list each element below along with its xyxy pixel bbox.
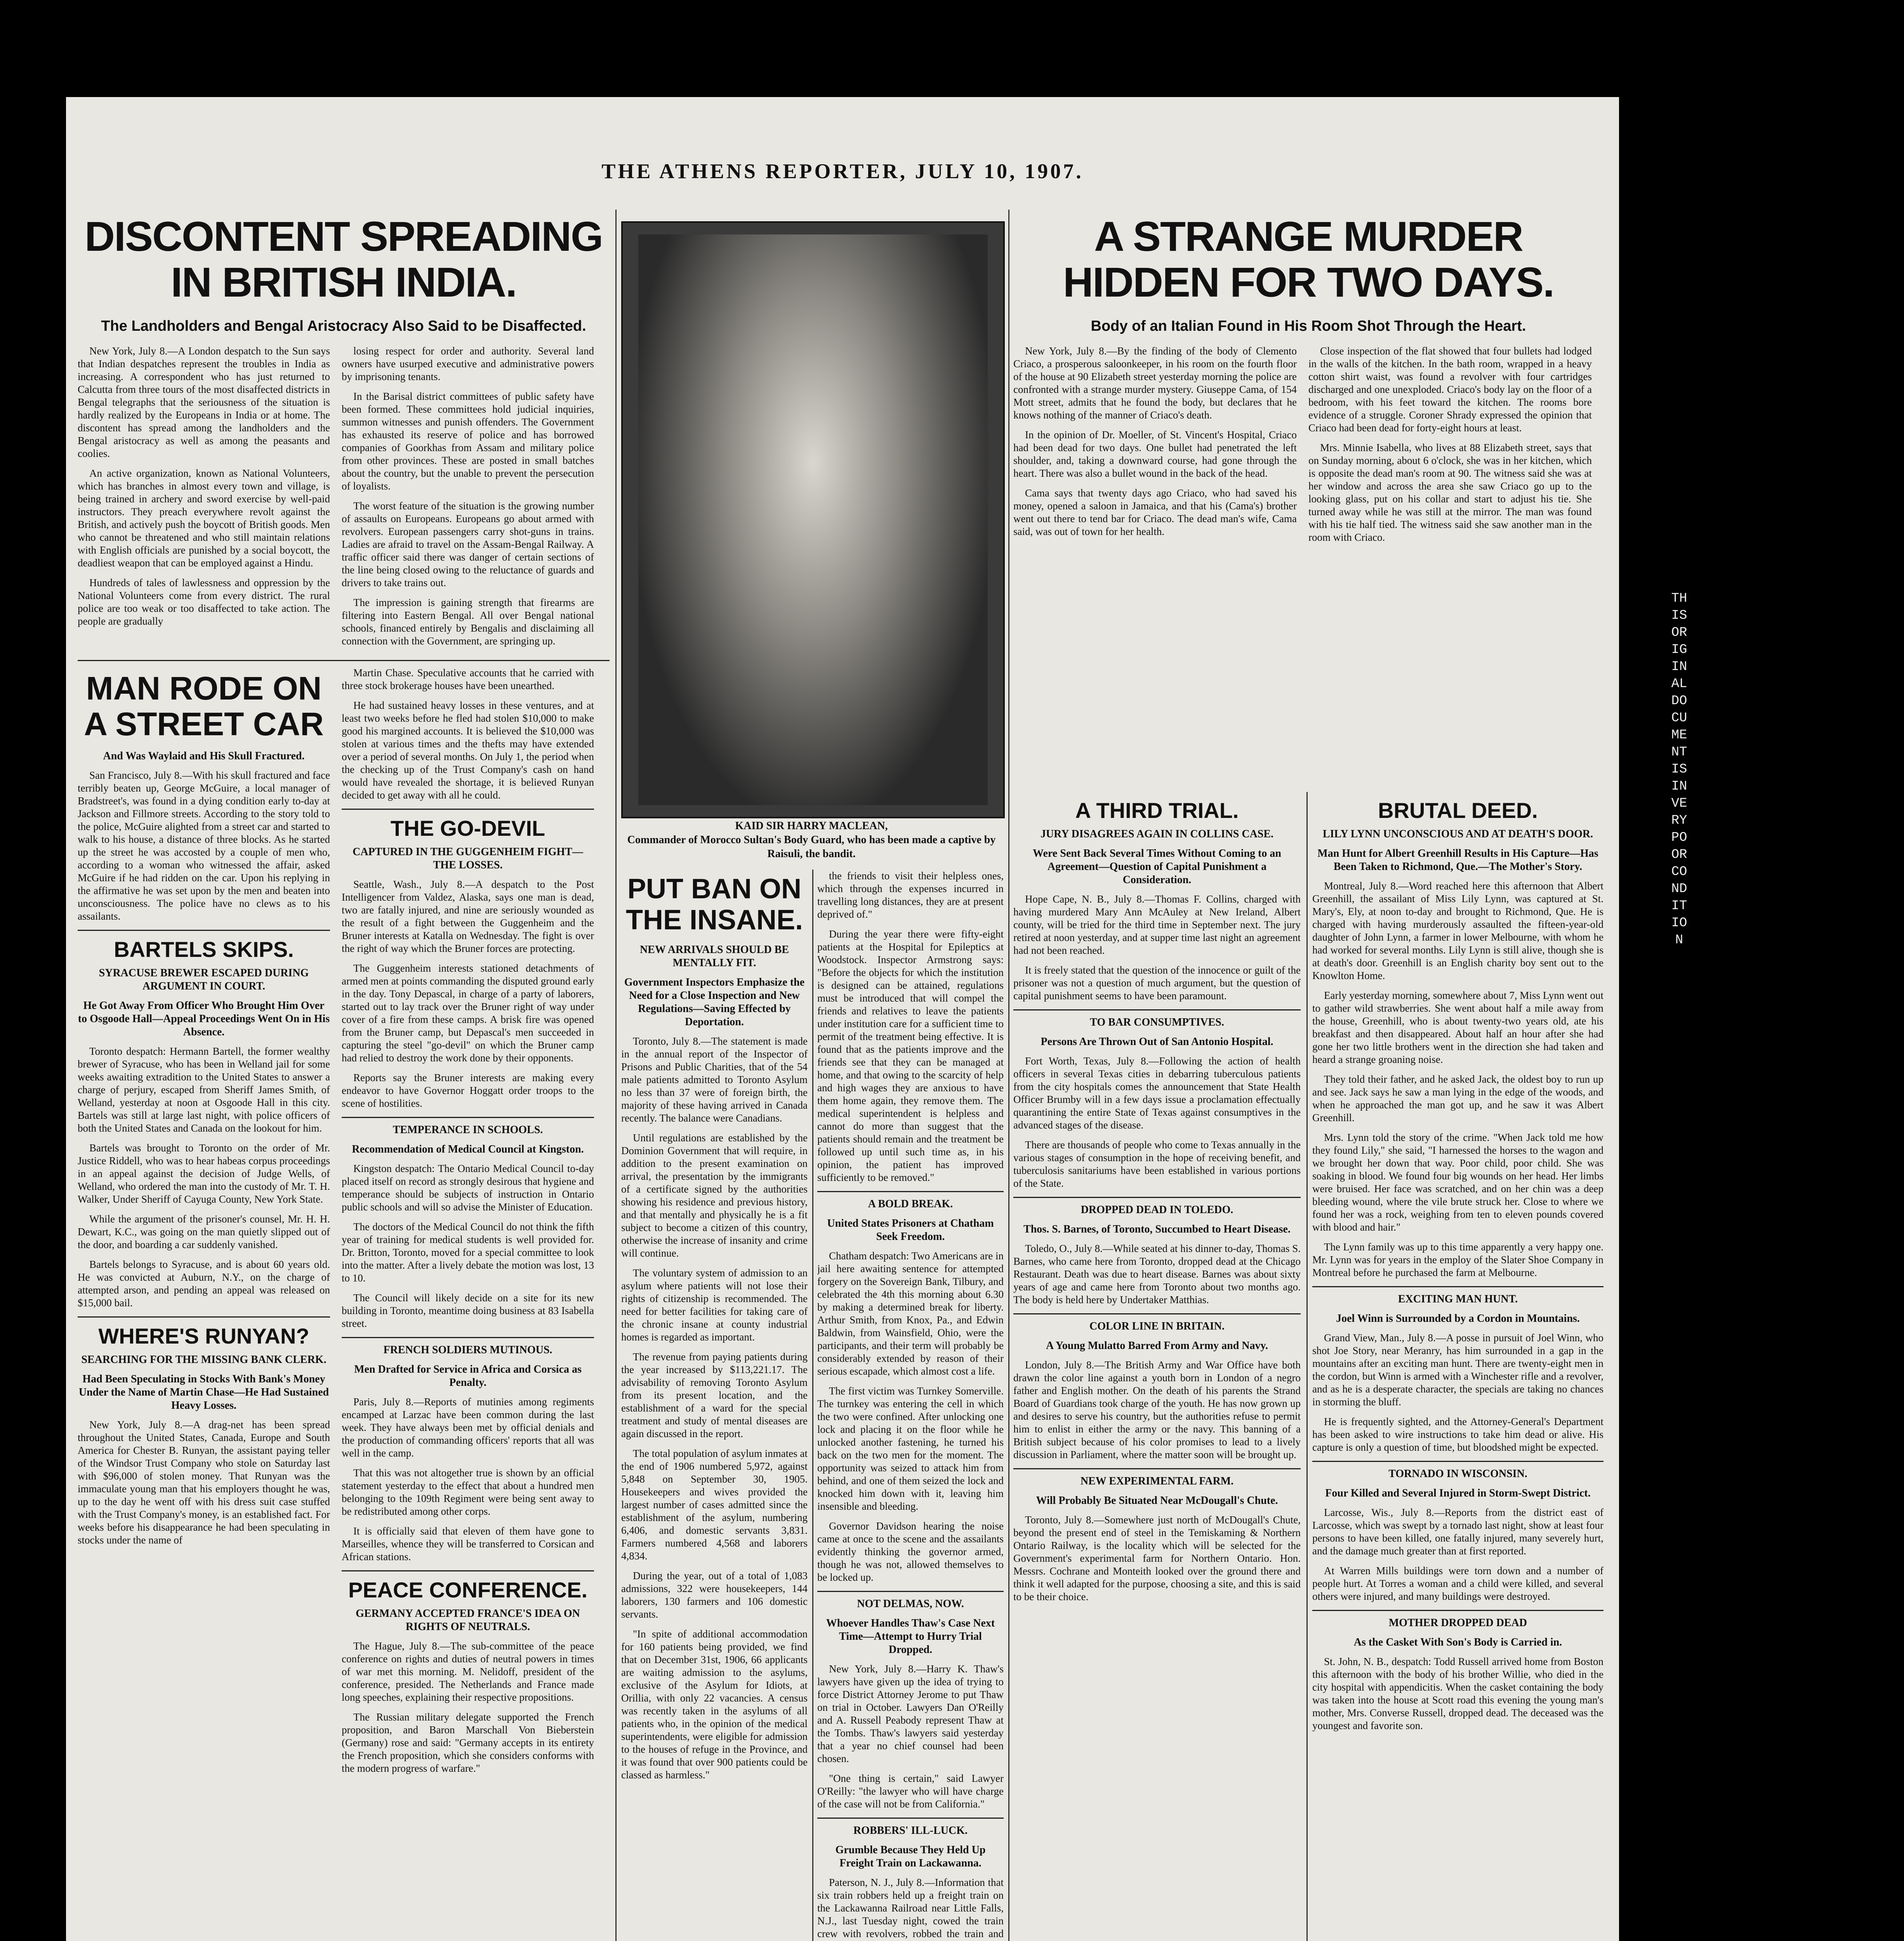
headline-india: DISCONTENT SPREADING IN BRITISH INDIA. [84,213,603,306]
divider [1312,1610,1603,1611]
divider [78,1316,330,1318]
headline-peace: PEACE CONFERENCE. [348,1578,588,1602]
paragraph: Larcosse, Wis., July 8.—Reports from the district east of Larcosse, which was swept by a tornado last night, show at least four persons to have been killed, one fatally injured, many severely hurt, and the damage much greater than at first reported. [1312,1507,1603,1557]
paragraph: Toronto, July 8.—Somewhere just north of McDougall's Chute, beyond the present end of steel in the Temiskaming & Northern Ontario Railway, is the locality which will be selected for the Government's experimental farm for Northern Ontario. Hon. Messrs. Cochrane and Monteith looked over the ground there and think it well adapted for the purpose, choosing a site, and this is said to be their choice. [1013,1514,1301,1602]
divider [1312,1286,1603,1287]
deck-runyan: Had Been Speculating in Stocks With Bank's Money Under the Name of Martin Chase—He Had Sustained Heavy Losses. [78,1373,329,1411]
column-rule [1306,792,1308,1941]
paragraph: The impression is gaining strength that firearms are filtering into Eastern Bengal. All over Bengal national schools, financed entirely by Bengalis and disclaiming all connection with the Government, are springing up. [342,597,594,647]
subhead-brutal: LILY LYNN UNCONSCIOUS AND AT DEATH'S DOOR. [1322,828,1593,840]
deck-man-hunt: Joel Winn is Surrounded by a Cordon in Mountains. [1336,1313,1580,1325]
column-4 [817,870,1004,1941]
paragraph: An active organization, known as National Volunteers, which has branches in almost every town and village, is being trained in archery and sword exercise by well-paid instructors. They preach everywhere revolt against the British, and actively push the boycott of British goods. Men who cannot be threatened and who still maintain relations with English officials are punished by a social boycott, the deadliest weapon that can be employed against a Hindu. [78,467,330,569]
deck-farm: Will Probably Be Situated Near McDougall's Chute. [1036,1495,1278,1507]
paragraph: Mrs. Minnie Isabella, who lives at 88 Elizabeth street, says that on Sunday morning, about 6 o'clock, she was in her kitchen, which is opposite the dead man's room at 90. The witness said she was at her window and across the area she saw Criaco go up to the looking glass, put on his collar and start to adjust his tie. She turned away while he was still at the mirror. The man was found with his tie half tied. The witness said she saw another man in the room with Criaco. [1308,442,1592,543]
paragraph: The first victim was Turnkey Somerville. The turnkey was entering the cell in which the two were confined. After unlocking one lock and placing it on the floor while he unlocked another fastening, he turned his back on the two men for the moment. The opportunity was seized to attack him from behind, and one of them seized the lock and knocked him down with it, leaving him insensible and bleeding. [817,1385,1004,1512]
subhead-temperance: TEMPERANCE IN SCHOOLS. [393,1124,543,1136]
photo-caption [621,819,1002,861]
paragraph: They told their father, and he asked Jack, the oldest boy to run up and see. Jack says he saw a man lying in the edge of the woods, and when he approached the man got up, and he saw it was Albert Greenhill. [1312,1073,1603,1123]
paragraph: Martin Chase. Speculative accounts that he carried with three stock brokerage houses have been unearthed. [342,667,594,691]
subhead-mother: MOTHER DROPPED DEAD [1388,1617,1527,1629]
paragraph: He had sustained heavy losses in these ventures, and at least two weeks before he fled had stolen $10,000 to make good his margined accounts. It is believed the $10,000 was stolen at various times and the thefts may have extended over a period of several months. On July 1, the period when the checking up of the Trust Company's cash on hand would have revealed the shortage, it is believed Runyan decided to get away with all he could. [342,700,594,801]
column-5-top [1013,206,1603,788]
portrait-image [638,234,988,805]
deck-french: Men Drafted for Service in Africa and Corsica as Penalty. [354,1363,582,1389]
headline-runyan: WHERE'S RUNYAN? [98,1324,309,1348]
newspaper-page [66,97,1619,1941]
lower-left-section [78,667,610,1782]
deck-toledo: Thos. S. Barnes, of Toronto, Succumbed to Heart Disease. [1023,1223,1291,1235]
column-rule [1008,210,1009,1941]
paragraph: Toronto, July 8.—The statement is made in the annual report of the Inspector of Prisons and Public Charities, that of the 54 male patients admitted to Toronto Asylum no less than 37 were of foreign birth, the majority of these having arrived in Canada recently. The balance were Canadians. [621,1035,808,1124]
divider [1013,1009,1301,1010]
paragraph: The voluntary system of admission to an asylum where patients will not lose their rights of citizenship is recommended. The need for better facilities for taking care of the chronic insane at county industrial homes is regarded as important. [621,1267,808,1343]
subhead-insane: NEW ARRIVALS SHOULD BE MENTALLY FIT. [639,944,789,969]
headline-murder: A STRANGE MURDER HIDDEN FOR TWO DAYS. [1063,213,1554,306]
paragraph: Bartels was brought to Toronto on the order of Mr. Justice Riddell, who was to hear habeas corpus proceedings in an appeal against the decision of Judge Wells, of Welland, who ordered the man into the custody of Mr. T. H. Walker, Under Sheriff of Cayuga County, New York State. [78,1142,330,1205]
paragraph: San Francisco, July 8.—With his skull fractured and face terribly beaten up, George McGuire, a local manager of Bradstreet's, was found in a dying condition early to-day at Jackson and Fillmore streets. According to the story told to the police, McGuire alighted from a street car and started to walk to his house, a distance of three blocks. As he started up the street he was accosted by a couple of men who, according to a woman who witnessed the affair, asked McGuire if he had ridden on the car. Upon his replying in the affirmative he was set upon by the men and beaten into unconsciousness. The police have no clews as to his assailants. [78,769,330,922]
paragraph: While the argument of the prisoner's counsel, Mr. H. H. Dewart, K.C., was going on the man quietly slipped out of the door, and boarding a car suddenly vanished. [78,1213,330,1250]
divider [1013,1468,1301,1469]
subhead-french: FRENCH SOLDIERS MUTINOUS. [383,1344,552,1356]
paragraph: New York, July 8.—Harry K. Thaw's lawyers have given up the idea of trying to force District Attorney Jerome to put Thaw on trial in October. Lawyers Dan O'Reilly and A. Russell Peabody represent Thaw at the Tombs. Thaw's lawyers said yesterday that a year no chief counsel had been chosen. [817,1663,1004,1764]
deck-robbers: Grumble Because They Held Up Freight Train on Lackawanna. [835,1844,986,1869]
india-article [78,345,610,655]
deck-third-trial: Were Sent Back Several Times Without Coming to an Agreement—Question of Capital Punishment a Consideration. [1033,847,1281,886]
paragraph: New York, July 8.—A London despatch to the Sun says that Indian despatches represent the troubles in India as increasing. A correspondent who has just returned to Calcutta from three tours of the most disaffected districts in Bengal telegraphs that the seriousness of the situation is hardly realized by the Europeans in India or at home. The discontent has spread among the landholders and the Bengal aristocracy as well as among the peasants and coolies. [78,345,330,459]
paragraph: Close inspection of the flat showed that four bullets had lodged in the walls of the kitchen. In the bath room, wrapped in a heavy cotton shirt waist, was found a revolver with four cartridges discharged and one unexploded. Criaco's body lay on the floor of a bedroom, with his feet toward the kitchen. The rooms bore evidence of a struggle. Coroner Shrady expressed the opinion that Criaco had been dead for forty-eight hours at least. [1308,345,1592,434]
subhead-runyan: SEARCHING FOR THE MISSING BANK CLERK. [81,1354,327,1366]
deck-color-line: A Young Mulatto Barred From Army and Navy. [1046,1340,1268,1352]
deck-delmas: Whoever Handles Thaw's Case Next Time—Attempt to Hurry Trial Dropped. [826,1617,995,1656]
column-1 [78,206,610,1941]
paragraph: Montreal, July 8.—Word reached here this afternoon that Albert Greenhill, the assailant of Miss Lily Lynn, was captured at St. Mary's, Ely, at noon to-day and brought to Richmond, Que. He is charged with having murderously assaulted the fifteen-year-old daughter of John Lynn, a farmer in lower Melbourne, with whom he had worked for several months. Lily Lynn is still alive, though she is at death's door. Greenhill is an English charity boy sent out to the Knowlton Home. [1312,880,1603,981]
headline-third-trial: A THIRD TRIAL. [1075,798,1239,823]
subhead-third-trial: JURY DISAGREES AGAIN IN COLLINS CASE. [1040,828,1274,840]
paragraph: losing respect for order and authority. Several land owners have usurped executive and administrative powers by imprisoning tenants. [342,345,594,382]
subhead-peace: GERMANY ACCEPTED FRANCE'S IDEA ON RIGHTS OF NEUTRALS. [356,1608,580,1633]
column-6 [1312,792,1603,1941]
deck-insane: Government Inspectors Emphasize the Need for a Close Inspection and New Regulations—Saving Effected by Deportation. [624,976,805,1028]
condition-note: THIS ORIGINAL DOCUMENT IS IN VERY POOR CONDITION [1671,591,1687,948]
paragraph: He is frequently sighted, and the Attorney-General's Department has been asked to wire instructions to take him dead or alive. His capture is only a question of time, but bloodshed might be expected. [1312,1416,1603,1453]
deck-temperance: Recommendation of Medical Council at Kingston. [352,1143,584,1155]
deck-india: The Landholders and Bengal Aristocracy Also Said to be Disaffected. [101,318,586,334]
murder-col-b [1308,345,1592,551]
paragraph: The worst feature of the situation is the growing number of assaults on Europeans. Europeans go about armed with revolvers. European passengers carry shot-guns in trains. Ladies are afraid to travel on the Assam-Bengal Railway. A traffic officer said there was danger of certain sections of the line being closed owing to the reluctance of guards and drivers to take trains out. [342,500,594,589]
paragraph: Hundreds of tales of lawlessness and oppression by the National Volunteers come from every district. The rural police are too weak or too disaffected to take action. The people are gradually [78,577,330,627]
paragraph: There are thousands of people who come to Texas annually in the various stages of consumption in the hope of receiving benefit, and tuberculosis sanitariums have been established in various portions of the State. [1013,1139,1301,1189]
divider [78,660,610,661]
paragraph: the friends to visit their helpless ones, which through the expenses incurred in travelling long distances, they are at present deprived of." [817,870,1004,920]
paragraph: Paterson, N. J., July 8.—Information that six train robbers held up a freight train on the Lackawanna Railroad near Little Falls, N.J., last Tuesday night, cowed the train crew with revolvers, robbed the train and [817,1877,1004,1939]
divider [1013,1313,1301,1314]
divider [342,1570,594,1571]
paragraph: Chatham despatch: Two Americans are in jail here awaiting sentence for attempted forgery on the Sovereign Bank, Tilbury, and celebrated the 4th this morning about 6.30 by making a determined break for liberty. Arthur Smith, from Knox, Pa., and Edwin Baldwin, from Wainsfield, Ohio, were the participants, and their term will probably be considerably extended by reason of their serious escapade, which almost cost a life. [817,1250,1004,1377]
paragraph: Kingston despatch: The Ontario Medical Council to-day placed itself on record as strongly desirous that hygiene and temperance should be subjects of instruction in Ontario public schools and will so advise the Minister of Education. [342,1163,594,1213]
india-article-col-a [78,345,330,655]
column-rule [812,870,813,1941]
divider [1312,1461,1603,1462]
headline-man-rode: MAN RODE ON A STREET CAR [84,670,324,742]
masthead: THE ATHENS REPORTER, JULY 10, 1907. [601,160,1084,183]
divider [817,1818,1004,1819]
paragraph: Toledo, O., July 8.—While seated at his dinner to-day, Thomas S. Barnes, who came here from Toronto, dropped dead at the Chicago Restaurant. Death was due to heart disease. Barnes was about sixty years of age and came here from Toronto about two months ago. The body is held here by Undertaker Matthias. [1013,1243,1301,1306]
paragraph: Hope Cape, N. B., July 8.—Thomas F. Collins, charged with having murdered Mary Ann McAuley at New Ireland, Albert county, will be tried for the third time in September next. The jury retired at noon yesterday, and at supper time last night an agreement had not been reached. [1013,893,1301,956]
paragraph: London, July 8.—The British Army and War Office have both drawn the color line against a youth born in London of a negro father and English mother. On the death of his parents the Strand Board of Guardians took charge of the youth. He has now grown up and desires to serve his country, but the authorities refuse to permit him to enlist in either the army or the navy. This banning of a British subject because of his color promises to lead to a lively discussion in Parliament, where the matter soon will be brought up. [1013,1359,1301,1460]
subhead-color-line: COLOR LINE IN BRITAIN. [1089,1320,1225,1332]
divider [342,1337,594,1338]
subhead-man-hunt: EXCITING MAN HUNT. [1398,1293,1518,1305]
subhead-farm: NEW EXPERIMENTAL FARM. [1080,1475,1234,1487]
paragraph: It is freely stated that the question of the innocence or guilt of the prisoner was not a question of much argument, but the question of capital punishment seems to have been paramount. [1013,964,1301,1002]
paragraph: That this was not altogether true is shown by an official statement yesterday to the effect that about a hundred men belonging to the 109th Regiment were being sent away to be redistributed among other corps. [342,1467,594,1517]
paragraph: During the year, out of a total of 1,083 admissions, 322 were housekeepers, 144 laborers, 130 farmers and 106 domestic servants. [621,1570,808,1620]
paragraph: Until regulations are established by the Dominion Government that will require, in addition to the present examination on arrival, the presentation by the immigrants of a certificate signed by the authorities showing his residence and previous history, and that mentally and physically he is a fit subject to become a citizen of this country, otherwise the increase of insanity and crime will continue. [621,1132,808,1259]
paragraph: Fort Worth, Texas, July 8.—Following the action of health officers in several Texas cities in debarring tuberculous patients from the city hospitals comes the announcement that State Health Officer Brumby will in a few days issue a proclamation effectually quarantining the entire State of Texas against consumptives in the advanced stages of the disease. [1013,1055,1301,1131]
paragraph: Governor Davidson hearing the noise came at once to the scene and the assailants evidently thinking the governor armed, though he was not, allowed themselves to be locked up. [817,1520,1004,1583]
paragraph: New York, July 8.—By the finding of the body of Clemento Criaco, a prosperous saloonkeeper, in his room on the fourth floor of the house at 90 Elizabeth street yesterday morning the police are confronted with a strange murder mystery. Giuseppe Cama, of 154 Mott street, admits that he found the body, but declares that he knows nothing of the manner of Criaco's death. [1013,345,1297,421]
paragraph: Toronto despatch: Hermann Bartell, the former wealthy brewer of Syracuse, who has been in Welland jail for some weeks awaiting extradition to the United States to answer a charge of perjury, escaped from Sheriff James Smith, of Welland, yesterday at noon at Osgoode Hall in this city. Bartels was still at large last night, with police officers of both the United States and Canada on the lookout for him. [78,1045,330,1134]
headline-godevil: THE GO-DEVIL [390,816,545,840]
divider [817,1591,1004,1592]
headline-brutal: BRUTAL DEED. [1378,798,1538,823]
column-3 [621,870,808,1941]
divider [1013,1197,1301,1198]
deck-consumptives: Persons Are Thrown Out of San Antonio Hospital. [1041,1036,1273,1048]
subhead-tornado: TORNADO IN WISCONSIN. [1388,1468,1527,1480]
divider [817,1191,1004,1192]
murder-col-a [1013,345,1297,551]
subhead-godevil: CAPTURED IN THE GUGGENHEIM FIGHT—THE LOSSES. [353,846,583,871]
paragraph: At Warren Mills buildings were torn down and a number of people hurt. At Torres a woman and a child were killed, and several others were injured, and many buildings were destroyed. [1312,1565,1603,1602]
headline-bartels: BARTELS SKIPS. [114,937,294,962]
subhead-robbers: ROBBERS' ILL-LUCK. [853,1825,968,1837]
paragraph: During the year there were fifty-eight patients at the Hospital for Epileptics at Woodstock. Inspector Armstrong says: "Before the objects for which the institution is designed can be attained, regulations must be introduced that will compel the friends and relatives to leave the patients under institution care for a sufficient time to permit of the treatment being effective. It is found that as the patients improve and the friends see that they can be managed at home, and that owing to the scarcity of help and high wages they are anxious to have them home again, they remove them. The medical superintendent is helpless and cannot do more than suggest that the patients should remain and the treatment be followed up until such time as, in his opinion, the patient has improved sufficiently to be removed." [817,928,1004,1183]
paragraph: The total population of asylum inmates at the end of 1906 numbered 5,972, against 5,848 on September 30, 1905. Housekeepers and wives provided the largest number of cases admitted since the establishment of the asylum, numbering 6,406, and domestic servants 3,831. Farmers numbered 4,568 and laborers 4,834. [621,1448,808,1562]
paragraph: "In spite of additional accommodation for 160 patients being provided, we find that on December 31st, 1906, 66 applicants are waiting admission to the asylums, exclusive of the Asylum for Idiots, at Orillia, with only 22 vacancies. A census was recently taken in the asylums of all patients who, in the opinion of the medical superintendents, were eligible for admission to the houses of refuge in the Province, and it was found that over 900 patients could be classed as harmless." [621,1628,808,1781]
paragraph: In the Barisal district committees of public safety have been formed. These committees hold judicial inquiries, summon witnesses and punish offenders. The Government has exhausted its reserve of police and has borrowed companies of Goorkhas from Assam and military police from other provinces. These are posted in small batches about the country, but the unable to prevent the persecution of loyalists. [342,391,594,492]
murder-article [1013,345,1603,551]
paragraph: The Hague, July 8.—The sub-committee of the peace conference on rights and duties of neutral powers in times of war met this morning. M. Nelidoff, president of the conference, presided. The Netherlands and France made long speeches, explaining their respective propositions. [342,1640,594,1703]
subhead-bold-break: A BOLD BREAK. [868,1198,953,1210]
paragraph: Paris, July 8.—Reports of mutinies among regiments encamped at Larzac have been common during the last week. They have always been met by official denials and the production of commanding officers' reports that all was well in the camp. [342,1396,594,1459]
subhead-bartels: SYRACUSE BREWER ESCAPED DURING ARGUMENT IN COURT. [99,967,309,992]
paragraph: New York, July 8.—A drag-net has been spread throughout the United States, Canada, Europe and South America for Chester B. Runyan, the assistant paying teller of the Windsor Trust Company who stole on Saturday last with $96,000 of stolen money. That Runyan was the immaculate young man that his employers thought he was, up to the day he went off with his dress suit case stuffed with the Trust Company's money, is an established fact. For weeks before his disappearance he had been speculating in stocks under the name of [78,1419,330,1546]
paragraph: The Russian military delegate supported the French proposition, and Baron Marschall Von Bieberstein (Germany) rose and said: "Germany accepts in its entirety the French proposition, which she considers conforms with the modern progress of warfare." [342,1711,594,1774]
paragraph: St. John, N. B., despatch: Todd Russell arrived home from Boston this afternoon with the body of his brother Willie, who died in the city hospital with appendicitis. When the casket containing the body was taken into the house at Scott road this evening the young man's mother, Mrs. Converse Russell, dropped dead. The deceased was the youngest and favorite son. [1312,1656,1603,1731]
caption-text: Commander of Morocco Sultan's Body Guard, who has been made a captive by Raisuli, the bandit. [627,834,996,860]
column-5 [1013,792,1301,1941]
paragraph: Reports say the Bruner interests are making every endeavor to have Governor Hoggatt order troops to the scene of hostilities. [342,1072,594,1109]
paragraph: Mrs. Lynn told the story of the crime. "When Jack told me how they found Lily," she said, "I harnessed the horses to the wagon and we brought her down that way. Poor child, poor child. She was soaking in blood. We found four big wounds on her head. Her limbs were bruised. Her face was scratched, and on her chin was a deep bleeding wound, where the vile brute struck her. Close to where we found her was a rock, weighing from ten to eleven pounds covered with blood and hair." [1312,1132,1603,1233]
subhead-delmas: NOT DELMAS, NOW. [857,1598,964,1610]
column-1-lower [78,667,330,1782]
paragraph: Early yesterday morning, somewhere about 7, Miss Lynn went out to gather wild strawberries. She went about half a mile away from the house, Greenhill, who is about twenty-two years old, ate his breakfast and then disappeared. About half an hour after she had gone her two little brothers went in the direction she had taken and heard a strange groaning noise. [1312,990,1603,1065]
deck-bold-break: United States Prisoners at Chatham Seek Freedom. [827,1217,994,1243]
paragraph: The revenue from paying patients during the year increased by $113,221.17. The advisability of removing Toronto Asylum from its present location, and the establishment of a ward for the special treatment and study of mental diseases are again discussed in the report. [621,1351,808,1439]
paragraph: The Guggenheim interests stationed detachments of armed men at points commanding the disputed ground early in the day. Tony Depascal, in charge of a party of laborers, started out to lay track over the Bruner right of way under cover of a fire from these camps. A brisk fire was opened from the Bruner camp, but Depascal's men succeeded in capturing the steel "go-devil" on which the Bruner camp had relied to destroy the work done by their opponents. [342,962,594,1064]
deck-man-rode: And Was Waylaid and His Skull Fractured. [103,750,305,762]
deck-tornado: Four Killed and Several Injured in Storm-Swept District. [1325,1487,1591,1499]
caption-name: KAID SIR HARRY MACLEAN, [735,820,888,832]
paragraph: Bartels belongs to Syracuse, and is about 60 years old. He was convicted at Auburn, N.Y., on the charge of attempted arson, and pending an appeal was released on $15,000 bail. [78,1259,330,1309]
paragraph: Seattle, Wash., July 8.—A despatch to the Post Intelligencer from Valdez, Alaska, says one man is dead, two are fatally injured, and nine are seriously wounded as the result of a fight between the Guggenheim and the Bruner interests at Katalla on Wednesday. The fight is over the right of way which the Bruner forces are protecting. [342,878,594,954]
paragraph: The doctors of the Medical Council do not think the fifth year of training for medical students is well provided for. Dr. Britton, Toronto, moved for a special committee to look into the matter. After a lively debate the motion was lost, 13 to 10. [342,1221,594,1284]
paragraph: Cama says that twenty days ago Criaco, who had saved his money, opened a saloon in Jamaica, and that his (Cama's) brother went out there to tend bar for Criaco. The dead man's wife, Cama said, was out of town for her health. [1013,487,1297,537]
deck-mother: As the Casket With Son's Body is Carried in. [1353,1636,1562,1648]
paragraph: The Lynn family was up to this time apparently a very happy one. Mr. Lynn was for years in the employ of the Slater Shoe Company in Montreal before he purchased the farm at Melbourne. [1312,1241,1603,1278]
paragraph: In the opinion of Dr. Moeller, of St. Vincent's Hospital, Criaco had been dead for two days. One bullet had penetrated the left shoulder, and, taking a downward course, had gone through the heart. There was also a bullet wound in the back of the head. [1013,429,1297,479]
column-2-lower [342,667,594,1782]
paragraph: The Council will likely decide on a site for its new building in Toronto, meantime doing business at 83 Isabella street. [342,1292,594,1329]
india-article-col-b [342,345,594,655]
subhead-consumptives: TO BAR CONSUMPTIVES. [1090,1016,1224,1028]
deck-bartels: He Got Away From Officer Who Brought Him Over to Osgoode Hall—Appeal Proceedings Went On in His Absence. [78,1000,330,1038]
divider [78,930,330,931]
subhead-toledo: DROPPED DEAD IN TOLEDO. [1081,1204,1233,1216]
deck-murder: Body of an Italian Found in His Room Shot Through the Heart. [1091,318,1526,334]
paragraph: It is officially said that eleven of them have gone to Marseilles, whence they will be transferred to Corsican and African stations. [342,1525,594,1563]
paragraph: Grand View, Man., July 8.—A posse in pursuit of Joel Winn, who shot Joe Story, near Meranry, has him surrounded in a gap in the mountains after an exciting man hunt. There are twenty-eight men in the cordon, but Winn is armed with a Winchester rifle and a revolver, and as he is a desperate character, the specials are taking no chances in storming the bluff. [1312,1332,1603,1408]
divider [342,1117,594,1118]
column-rule [615,210,617,1941]
headline-insane: PUT BAN ON THE INSANE. [625,873,803,936]
divider [342,809,594,810]
deck-brutal: Man Hunt for Albert Greenhill Results in His Capture—Has Been Taken to Richmond, Que.—The Mother's Story. [1317,847,1598,873]
paragraph: "One thing is certain," said Lawyer O'Reilly: "the lawyer who will have charge of the case will not be from California." [817,1773,1004,1810]
portrait-photo [621,221,1005,818]
